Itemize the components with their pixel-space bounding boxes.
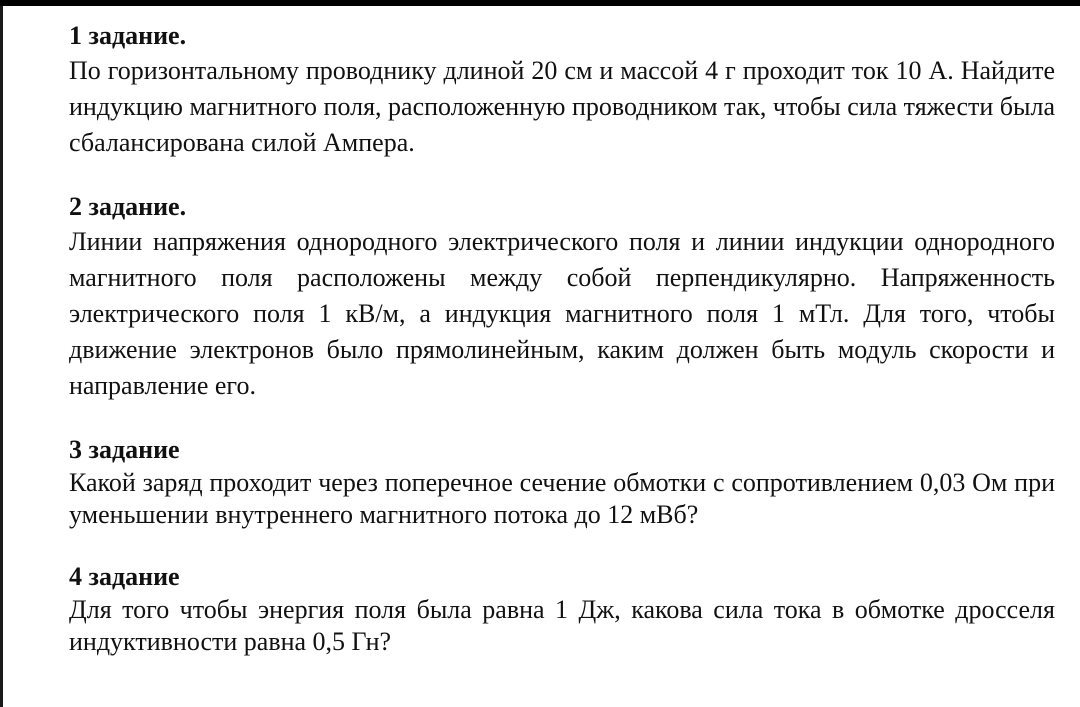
task-3 [69, 432, 1055, 531]
task-3-text: Какой заряд проходит через поперечное сечение обмотки с сопротивлением 0,03 Ом при уменьшении внутреннего магнитного потока до 12 мВб? [69, 468, 1055, 529]
task-2 [69, 189, 1055, 404]
task-3-heading: 3 задание [69, 435, 180, 464]
task-1-heading: 1 задание. [69, 21, 187, 50]
task-2-heading: 2 задание. [69, 192, 187, 221]
task-1-text: По горизонтальному проводнику длиной 20 см и массой 4 г проходит ток 10 А. Найдите индукцию магнитного поля, расположенную проводником так, чтобы сила тяжести была сбалансирована силой Ампера. [69, 56, 1055, 157]
task-1 [69, 18, 1055, 161]
task-4-heading: 4 задание [69, 562, 180, 591]
document-page [0, 6, 1080, 707]
task-2-text: Линии напряжения однородного электрического поля и линии индукции однородного магнитного поля расположены между собой перпендикулярно. Напряженность электрического поля 1 кВ/м, а индукция магнитного поля 1 мТл. Для того, чтобы движение электронов было прямолинейным, каким должен быть модуль скорости и направление его. [69, 227, 1055, 400]
task-4 [69, 559, 1055, 658]
task-4-text: Для того чтобы энергия поля была равна 1 Дж, какова сила тока в обмотке дросселя индуктивности равна 0,5 Гн? [69, 595, 1055, 656]
document-content [69, 18, 1055, 658]
